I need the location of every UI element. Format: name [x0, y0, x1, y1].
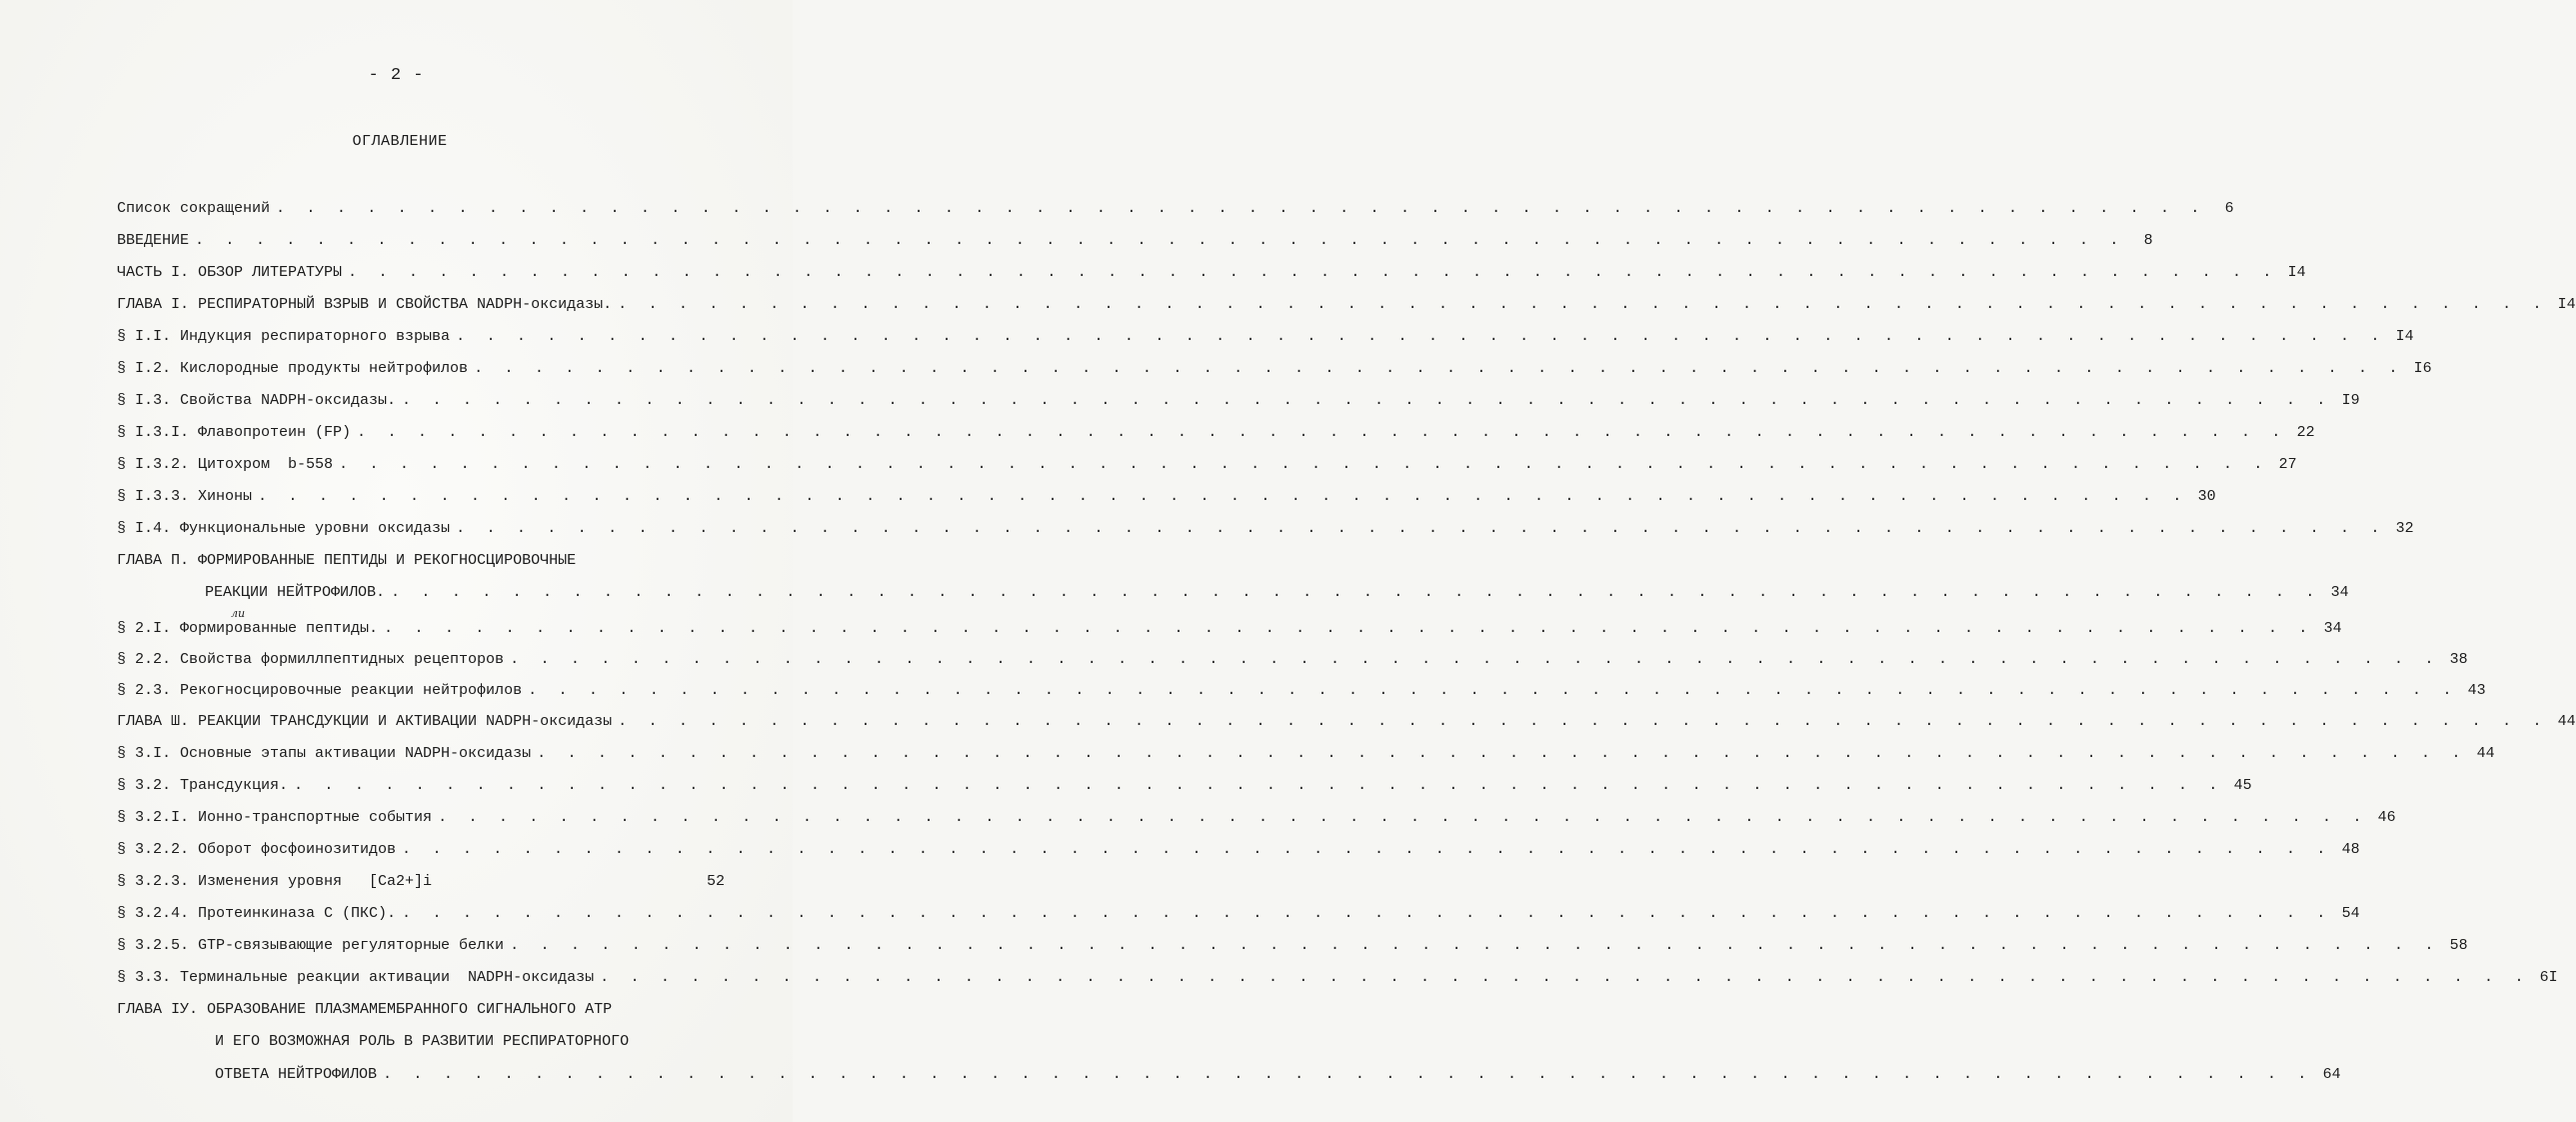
toc-entry-page: 38 — [2449, 651, 2468, 668]
page-number: - 2 - — [368, 66, 425, 85]
dot-leader: . . . . . . . . . . . . . . . . . . . . . . . . . . . . . . . . . . . . . . . . . . . . . . . . . . . . . . . . . . . . . . . . — [474, 360, 2404, 377]
dot-leader: . . . . . . . . . . . . . . . . . . . . . . . . . . . . . . . . . . . . . . . . . . . . . . . . . . . . . . . . . . . . . . . . — [357, 424, 2287, 441]
toc-entry — [117, 774, 2252, 798]
dot-leader: . . . . . . . . . . . . . . . . . . . . . . . . . . . . . . . . . . . . . . . . . . . . . . . . . . . . . . . . . . . . . . . . — [294, 777, 2224, 794]
toc-entry-page: 34 — [2330, 584, 2349, 601]
dot-leader: . . . . . . . . . . . . . . . . . . . . . . . . . . . . . . . . . . . . . . . . . . . . . . . . . . . . . . . . . . . . . . . . — [537, 745, 2467, 762]
dot-leader: . . . . . . . . . . . . . . . . . . . . . . . . . . . . . . . . . . . . . . . . . . . . . . . . . . . . . . . . . . . . . . . . — [339, 456, 2269, 473]
dot-leader: . . . . . . . . . . . . . . . . . . . . . . . . . . . . . . . . . . . . . . . . . . . . . . . . . . . . . . . . . . . . . . . . — [528, 682, 2458, 699]
toc-entry-page: 58 — [2449, 937, 2468, 954]
toc-entry — [117, 517, 2414, 541]
dot-leader: . . . . . . . . . . . . . . . . . . . . . . . . . . . . . . . . . . . . . . . . . . . . . . . . . . . . . . . . . . . . . . . . — [402, 905, 2332, 922]
toc-entry — [117, 742, 2495, 766]
dot-leader: . . . . . . . . . . . . . . . . . . . . . . . . . . . . . . . . . . . . . . . . . . . . . . . . . . . . . . . . . . . . . . . . — [600, 969, 2530, 986]
toc-entry-text: ГЛАВА IУ. ОБРАЗОВАНИЕ ПЛАЗМАМЕМБРАННОГО СИГНАЛЬНОГО АТР — [117, 1001, 613, 1018]
toc-entry — [215, 1030, 725, 1054]
toc-entry-text: ГЛАВА Ш. РЕАКЦИИ ТРАНСДУКЦИИ И АКТИВАЦИИ NADPH-оксидазы — [117, 713, 613, 730]
toc-entry-text: § I.3.2. Цитохром b-558 — [117, 456, 334, 473]
toc-entry — [117, 485, 2216, 509]
toc-entry — [117, 934, 2468, 958]
toc-entry — [117, 998, 725, 1022]
dot-leader: . . . . . . . . . . . . . . . . . . . . . . . . . . . . . . . . . . . . . . . . . . . . . . . . . . . . . . . . . . . . . . . . — [402, 841, 2332, 858]
page-title: ОГЛАВЛЕНИЕ — [352, 133, 448, 150]
toc-entry-page: I6 — [2413, 360, 2432, 377]
toc-entry-text: § I.3.I. Флавопротеин (FP) — [117, 424, 352, 441]
handwritten-correction: ли — [231, 607, 246, 620]
toc-entry-text: § 3.3. Терминальные реакции активации NADPH-оксидазы — [117, 969, 595, 986]
toc-entry — [117, 710, 2576, 734]
toc-entry — [117, 197, 2234, 221]
toc-entry-page: I4 — [2287, 264, 2306, 281]
toc-entry-page: 32 — [2395, 520, 2414, 537]
toc-entry-page: 22 — [2296, 424, 2315, 441]
toc-entry — [117, 357, 2432, 381]
toc-entry-page: 44 — [2557, 713, 2576, 730]
dot-leader: . . . . . . . . . . . . . . . . . . . . . . . . . . . . . . . . . . . . . . . . . . . . . . . . . . . . . . . . . . . . . . . . — [384, 620, 2314, 637]
toc-entry-page: 30 — [2197, 488, 2216, 505]
toc-entry-page: 45 — [2233, 777, 2252, 794]
toc-entry-text: Список сокращений — [117, 200, 271, 217]
toc-entry — [117, 261, 2306, 285]
toc-entry — [117, 902, 2360, 926]
toc-entry-page: 8 — [2143, 232, 2153, 249]
toc-entry-text: РЕАКЦИИ НЕЙТРОФИЛОВ. — [205, 584, 386, 601]
toc-entry-text: § I.3.3. Хиноны — [117, 488, 253, 505]
toc-entry-page: 43 — [2467, 682, 2486, 699]
dot-leader: . . . . . . . . . . . . . . . . . . . . . . . . . . . . . . . . . . . . . . . . . . . . . . . . . . . . . . . . . . . . . . . . — [258, 488, 2188, 505]
toc-entry-page: 64 — [2322, 1066, 2341, 1083]
toc-entry-text: ЧАСТЬ I. ОБЗОР ЛИТЕРАТУРЫ — [117, 264, 343, 281]
dot-leader: . . . . . . . . . . . . . . . . . . . . . . . . . . . . . . . . . . . . . . . . . . . . . . . . . . . . . . . . . . . . . . . . — [510, 651, 2440, 668]
toc-entry-text: § 3.2.I. Ионно-транспортные события — [117, 809, 433, 826]
toc-entry-text: § 2.I. Формированные пептиды. — [117, 620, 379, 637]
dot-leader: . . . . . . . . . . . . . . . . . . . . . . . . . . . . . . . . . . . . . . . . . . . . . . . . . . . . . . . . . . . . . . . . — [456, 328, 2386, 345]
toc-entry-text: ВВЕДЕНИЕ — [117, 232, 190, 249]
dot-leader: . . . . . . . . . . . . . . . . . . . . . . . . . . . . . . . . . . . . . . . . . . . . . . . . . . . . . . . . . . . . . . . . — [276, 200, 2206, 217]
dot-leader: . . . . . . . . . . . . . . . . . . . . . . . . . . . . . . . . . . . . . . . . . . . . . . . . . . . . . . . . . . . . . . . . — [510, 937, 2440, 954]
toc-entry — [117, 870, 725, 894]
toc-entry-text: И ЕГО ВОЗМОЖНАЯ РОЛЬ В РАЗВИТИИ РЕСПИРАТОРНОГО — [215, 1033, 630, 1050]
toc-entry-page: 54 — [2341, 905, 2360, 922]
toc-entry — [117, 648, 2468, 672]
toc-entry-text: ГЛАВА П. ФОРМИРОВАННЫЕ ПЕПТИДЫ И РЕКОГНОСЦИРОВОЧНЫЕ — [117, 552, 577, 569]
dot-leader: . . . . . . . . . . . . . . . . . . . . . . . . . . . . . . . . . . . . . . . . . . . . . . . . . . . . . . . . . . . . . . . . — [383, 1066, 2313, 1083]
toc-entry-text: § 3.2.5. GTP-связывающие регуляторные белки — [117, 937, 505, 954]
toc-entry — [117, 966, 2558, 990]
toc-entry-text: § 3.2.2. Оборот фосфоинозитидов — [117, 841, 397, 858]
toc-entry-page: 48 — [2341, 841, 2360, 858]
toc-entry-page: 6 — [2224, 200, 2234, 217]
dot-leader: . . . . . . . . . . . . . . . . . . . . . . . . . . . . . . . . . . . . . . . . . . . . . . . . . . . . . . . . . . . . . . . . — [618, 296, 2548, 313]
dot-leader: . . . . . . . . . . . . . . . . . . . . . . . . . . . . . . . . . . . . . . . . . . . . . . . . . . . . . . . . . . . . . . . . — [402, 392, 2332, 409]
toc-entry — [117, 229, 2153, 253]
toc-entry-text: § I.3. Свойства NADPH-оксидазы. — [117, 392, 397, 409]
toc-entry — [117, 389, 2360, 413]
toc-entry-page: 52 — [706, 873, 725, 890]
toc-entry — [117, 617, 2342, 641]
toc-entry-text: § I.I. Индукция респираторного взрыва — [117, 328, 451, 345]
toc-entry-text: § 3.2. Трансдукция. — [117, 777, 289, 794]
toc-entry-text: § 2.3. Рекогносцировочные реакции нейтрофилов — [117, 682, 523, 699]
toc-entry-page: 46 — [2377, 809, 2396, 826]
toc-entry — [215, 1063, 2341, 1087]
toc-entry-page: 27 — [2278, 456, 2297, 473]
toc-entry-text: ОТВЕТА НЕЙТРОФИЛОВ — [215, 1066, 378, 1083]
dot-leader: . . . . . . . . . . . . . . . . . . . . . . . . . . . . . . . . . . . . . . . . . . . . . . . . . . . . . . . . . . . . . . . . — [618, 713, 2548, 730]
toc-entry — [117, 838, 2360, 862]
toc-entry — [117, 806, 2396, 830]
toc-entry-page: I9 — [2341, 392, 2360, 409]
toc-entry-page: I4 — [2557, 296, 2576, 313]
toc-entry-text: § 3.2.3. Изменения уровня [Ca2+]i — [117, 873, 433, 890]
toc-entry — [117, 421, 2315, 445]
toc-entry-text: § 3.I. Основные этапы активации NADPH-оксидазы — [117, 745, 532, 762]
toc-entry-page: 44 — [2476, 745, 2495, 762]
dot-leader: . . . . . . . . . . . . . . . . . . . . . . . . . . . . . . . . . . . . . . . . . . . . . . . . . . . . . . . . . . . . . . . . — [195, 232, 2125, 249]
dot-leader: . . . . . . . . . . . . . . . . . . . . . . . . . . . . . . . . . . . . . . . . . . . . . . . . . . . . . . . . . . . . . . . . — [456, 520, 2386, 537]
toc-entry-text: ГЛАВА I. РЕСПИРАТОРНЫЙ ВЗРЫВ И СВОЙСТВА NADPH-оксидазы. — [117, 296, 613, 313]
toc-entry — [117, 325, 2414, 349]
dot-leader: . . . . . . . . . . . . . . . . . . . . . . . . . . . . . . . . . . . . . . . . . . . . . . . . . . . . . . . . . . . . . . . . — [438, 809, 2368, 826]
toc-entry-page: I4 — [2395, 328, 2414, 345]
toc-entry-page: 34 — [2323, 620, 2342, 637]
toc-entry — [117, 453, 2297, 477]
toc-entry-text: § I.4. Функциональные уровни оксидазы — [117, 520, 451, 537]
toc-entry-page: 6I — [2539, 969, 2558, 986]
toc-entry — [205, 581, 2349, 605]
toc-entry-text: § 2.2. Свойства формиллпептидных рецепторов — [117, 651, 505, 668]
dot-leader: . . . . . . . . . . . . . . . . . . . . . . . . . . . . . . . . . . . . . . . . . . . . . . . . . . . . . . . . . . . . . . . . — [391, 584, 2321, 601]
dot-leader: . . . . . . . . . . . . . . . . . . . . . . . . . . . . . . . . . . . . . . . . . . . . . . . . . . . . . . . . . . . . . . . . — [348, 264, 2278, 281]
toc-entry — [117, 293, 2576, 317]
toc-entry — [117, 549, 725, 573]
toc-entry-text: § 3.2.4. Протеинкиназа С (ПКС). — [117, 905, 397, 922]
toc-entry — [117, 679, 2486, 703]
toc-entry-text: § I.2. Кислородные продукты нейтрофилов — [117, 360, 469, 377]
